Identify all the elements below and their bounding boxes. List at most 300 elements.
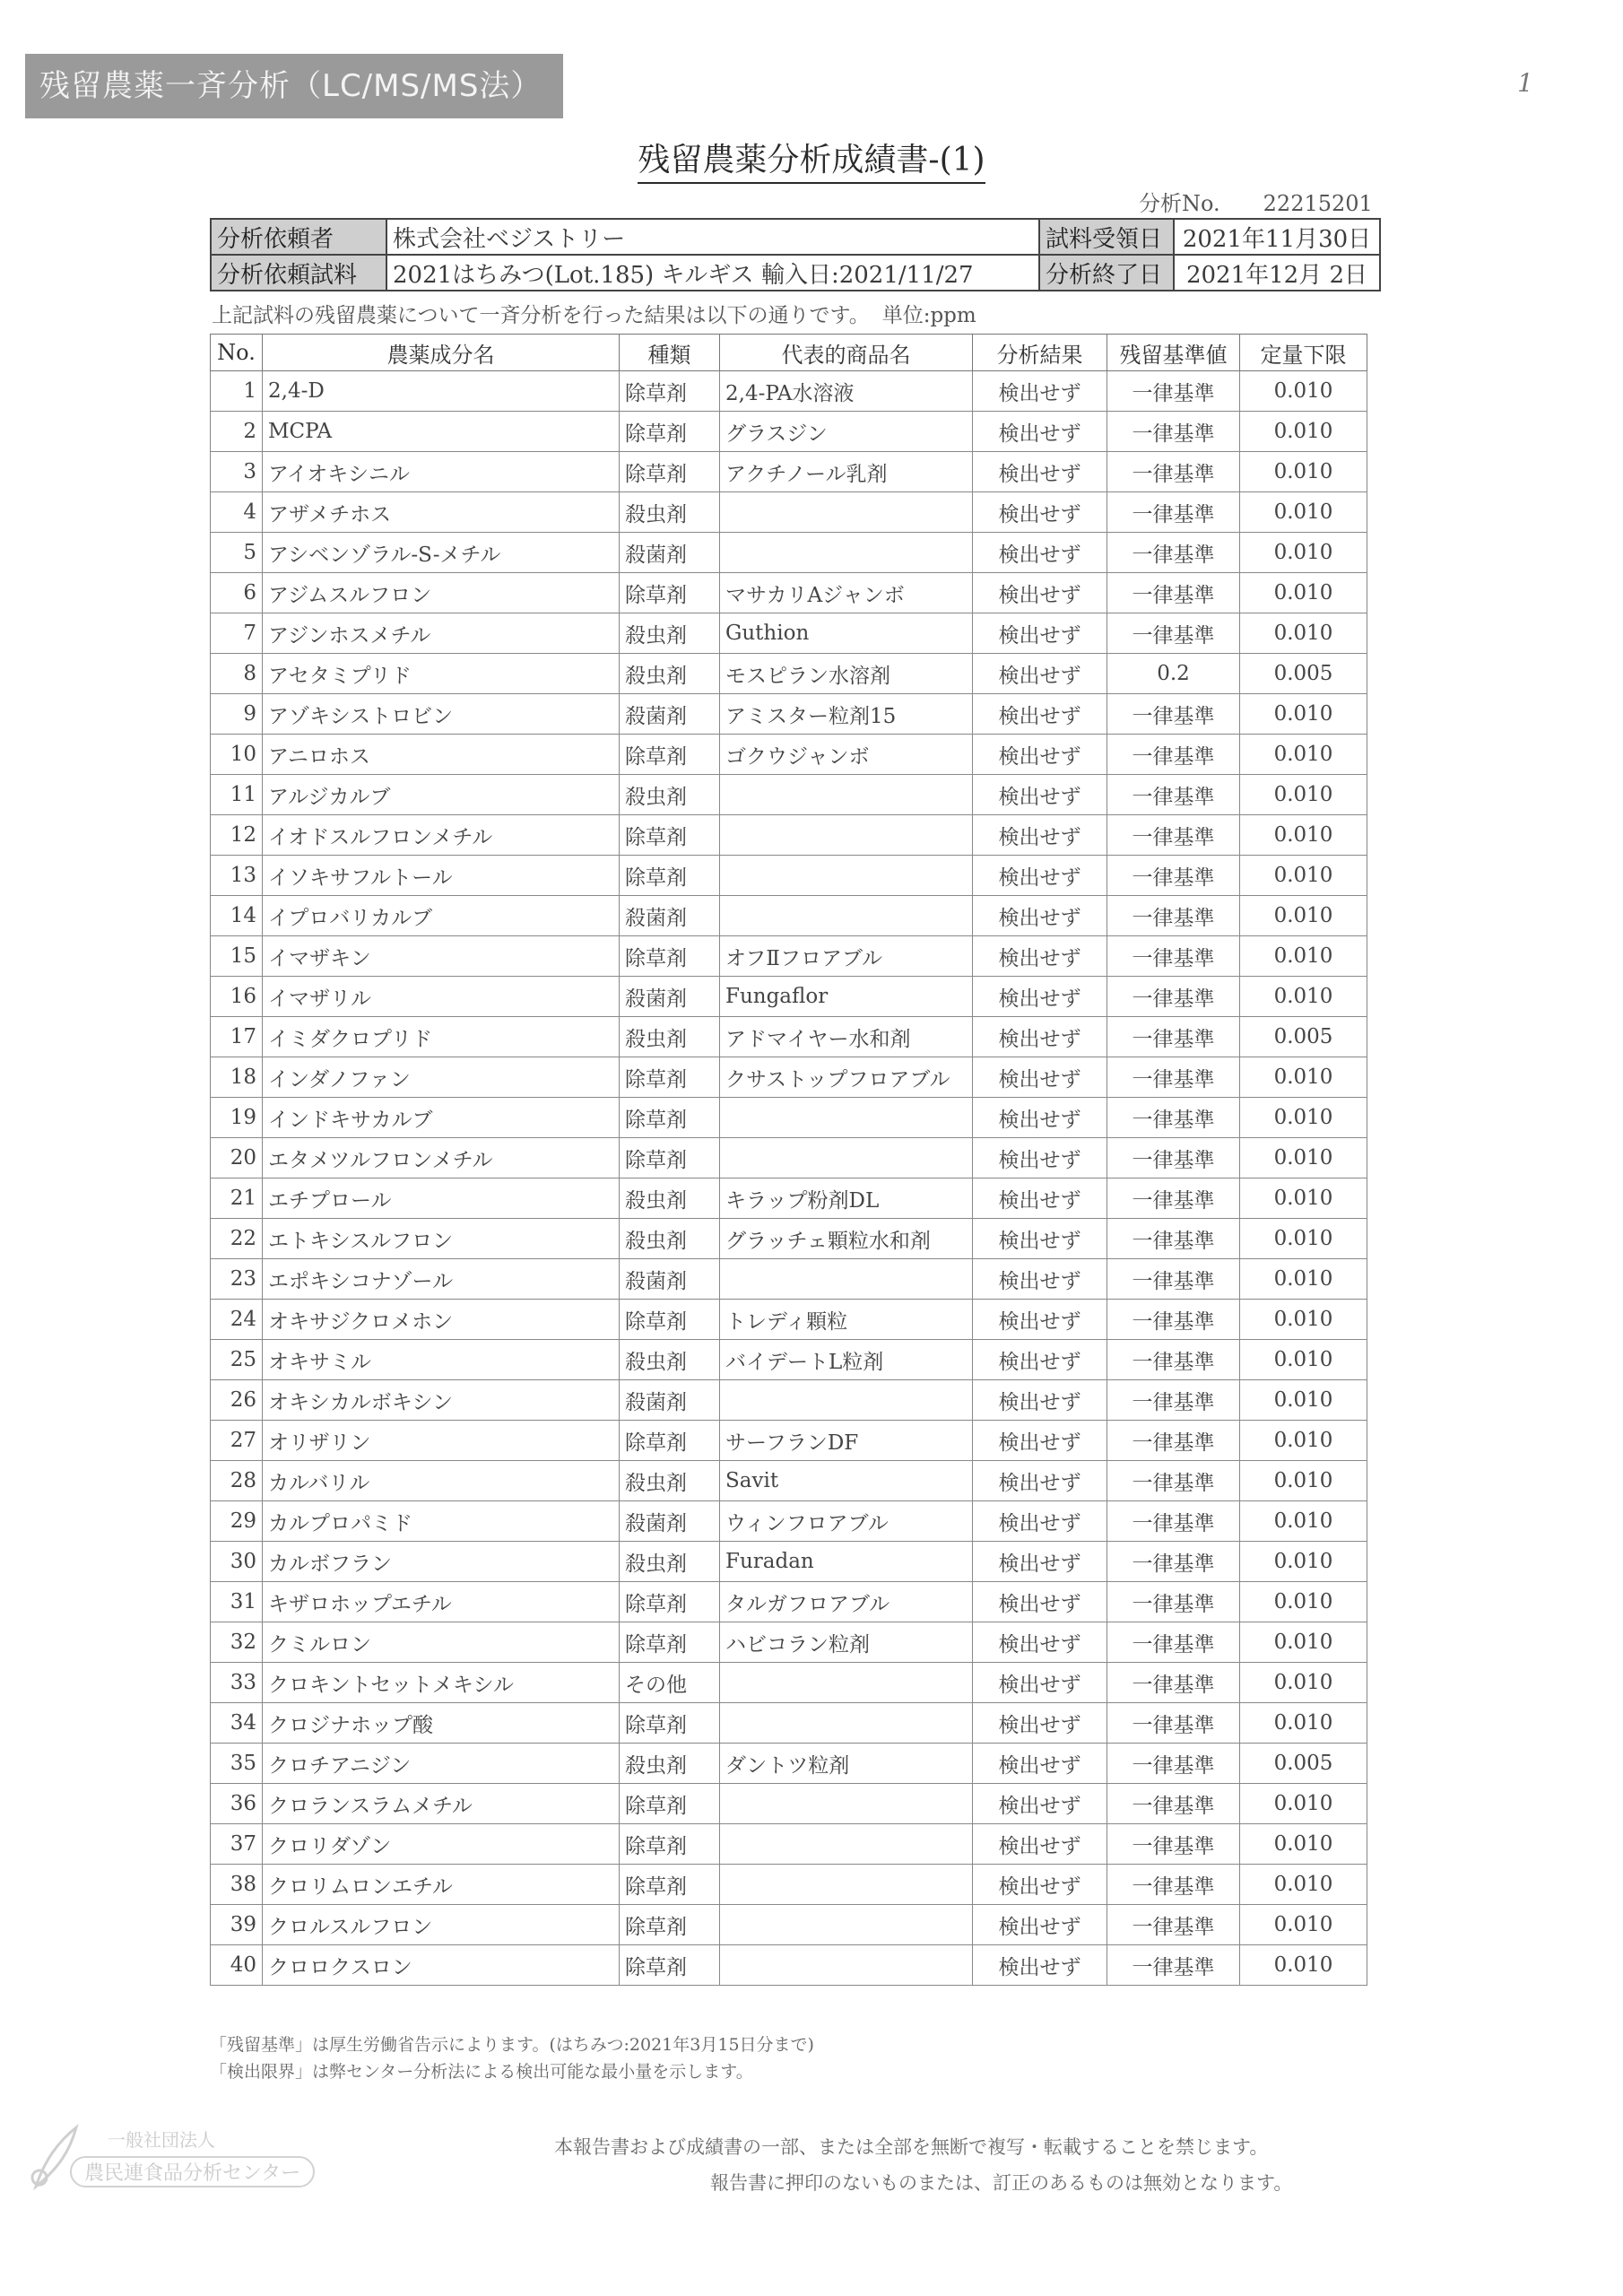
cell-type: 除草剤 [620, 1703, 720, 1744]
cell-name: MCPA [263, 412, 620, 452]
cell-type: 除草剤 [620, 1945, 720, 1986]
cell-type: 殺虫剤 [620, 1017, 720, 1057]
header-type: 種類 [620, 335, 720, 371]
cell-result: 検出せず [973, 856, 1107, 896]
cell-no: 29 [211, 1501, 263, 1542]
table-row [211, 1744, 1367, 1784]
cell-name: アジンホスメチル [263, 613, 620, 654]
stamp-org-name: 農民連食品分析センター [70, 2156, 315, 2187]
cell-type: 殺虫剤 [620, 1461, 720, 1501]
cell-no: 31 [211, 1582, 263, 1622]
cell-standard: 一律基準 [1107, 1017, 1240, 1057]
cell-limit: 0.010 [1240, 694, 1367, 735]
cell-type: 殺虫剤 [620, 1542, 720, 1582]
cell-result: 検出せず [973, 1380, 1107, 1421]
cell-product: モスピラン水溶剤 [720, 654, 973, 694]
cell-result: 検出せず [973, 1865, 1107, 1905]
table-row [211, 1501, 1367, 1542]
cell-standard: 一律基準 [1107, 1178, 1240, 1219]
cell-no: 5 [211, 533, 263, 573]
cell-standard: 一律基準 [1107, 735, 1240, 775]
cell-result: 検出せず [973, 977, 1107, 1017]
cell-type: 殺虫剤 [620, 492, 720, 533]
cell-standard: 一律基準 [1107, 775, 1240, 815]
cell-standard: 一律基準 [1107, 1501, 1240, 1542]
cell-standard: 一律基準 [1107, 492, 1240, 533]
cell-product [720, 775, 973, 815]
cell-standard: 一律基準 [1107, 1744, 1240, 1784]
cell-product: オフⅡフロアブル [720, 936, 973, 977]
cell-no: 14 [211, 896, 263, 936]
cell-standard: 一律基準 [1107, 1098, 1240, 1138]
note-detection-limit: 「検出限界」は弊センター分析法による検出可能な最小量を示します。 [210, 2062, 753, 2082]
cell-product [720, 1098, 973, 1138]
cell-limit: 0.010 [1240, 775, 1367, 815]
cell-type: 除草剤 [620, 735, 720, 775]
cell-standard: 0.2 [1107, 654, 1240, 694]
cell-type: 殺菌剤 [620, 1501, 720, 1542]
cell-limit: 0.010 [1240, 1259, 1367, 1300]
cell-result: 検出せず [973, 1501, 1107, 1542]
cell-name: キザロホップエチル [263, 1582, 620, 1622]
cell-product: アドマイヤー水和剤 [720, 1017, 973, 1057]
table-row [211, 412, 1367, 452]
cell-product: マサカリAジャンボ [720, 573, 973, 613]
cell-limit: 0.010 [1240, 1784, 1367, 1824]
cell-result: 検出せず [973, 1582, 1107, 1622]
cell-no: 17 [211, 1017, 263, 1057]
cell-product: グラッチェ顆粒水和剤 [720, 1219, 973, 1259]
finished-label: 分析終了日 [1039, 255, 1174, 291]
cell-result: 検出せず [973, 1461, 1107, 1501]
cell-limit: 0.010 [1240, 1461, 1367, 1501]
cell-limit: 0.010 [1240, 1380, 1367, 1421]
cell-name: アイオキシニル [263, 452, 620, 492]
client-label: 分析依頼者 [211, 219, 386, 255]
cell-result: 検出せず [973, 1340, 1107, 1380]
cell-result: 検出せず [973, 1542, 1107, 1582]
cell-no: 7 [211, 613, 263, 654]
cell-no: 40 [211, 1945, 263, 1986]
cell-type: 除草剤 [620, 1865, 720, 1905]
cell-no: 35 [211, 1744, 263, 1784]
cell-result: 検出せず [973, 452, 1107, 492]
cell-limit: 0.010 [1240, 815, 1367, 856]
cell-no: 9 [211, 694, 263, 735]
cell-name: クロルスルフロン [263, 1905, 620, 1945]
cell-name: アルジカルブ [263, 775, 620, 815]
result-statement [212, 299, 976, 328]
cell-limit: 0.010 [1240, 1300, 1367, 1340]
footer-validity: 報告書に押印のないものまたは、訂正のあるものは無効となります。 [710, 2172, 1293, 2194]
cell-type: 殺虫剤 [620, 613, 720, 654]
cell-result: 検出せず [973, 936, 1107, 977]
cell-standard: 一律基準 [1107, 694, 1240, 735]
cell-no: 19 [211, 1098, 263, 1138]
cell-product: トレディ顆粒 [720, 1300, 973, 1340]
cell-name: クロジナホップ酸 [263, 1703, 620, 1744]
table-row [211, 1703, 1367, 1744]
cell-type: 除草剤 [620, 1098, 720, 1138]
cell-standard: 一律基準 [1107, 856, 1240, 896]
cell-product: ハビコラン粒剤 [720, 1622, 973, 1663]
table-row [211, 775, 1367, 815]
cell-result: 検出せず [973, 1057, 1107, 1098]
cell-name: アジムスルフロン [263, 573, 620, 613]
cell-type: 除草剤 [620, 1138, 720, 1178]
cell-no: 27 [211, 1421, 263, 1461]
cell-name: クロキントセットメキシル [263, 1663, 620, 1703]
cell-name: イソキサフルトール [263, 856, 620, 896]
cell-standard: 一律基準 [1107, 1622, 1240, 1663]
cell-standard: 一律基準 [1107, 1945, 1240, 1986]
header-no: No. [211, 335, 263, 371]
cell-result: 検出せず [973, 735, 1107, 775]
cell-product [720, 1259, 973, 1300]
table-row [211, 1259, 1367, 1300]
cell-type: 除草剤 [620, 1300, 720, 1340]
cell-result: 検出せず [973, 573, 1107, 613]
cell-product: アミスター粒剤15 [720, 694, 973, 735]
cell-standard: 一律基準 [1107, 977, 1240, 1017]
cell-no: 22 [211, 1219, 263, 1259]
cell-limit: 0.010 [1240, 856, 1367, 896]
cell-type: 殺虫剤 [620, 1744, 720, 1784]
cell-name: カルボフラン [263, 1542, 620, 1582]
cell-no: 26 [211, 1380, 263, 1421]
cell-type: 殺虫剤 [620, 1219, 720, 1259]
cell-result: 検出せず [973, 1784, 1107, 1824]
cell-product: Furadan [720, 1542, 973, 1582]
table-row [211, 613, 1367, 654]
cell-limit: 0.010 [1240, 371, 1367, 412]
cell-name: カルバリル [263, 1461, 620, 1501]
cell-product: Savit [720, 1461, 973, 1501]
cell-limit: 0.010 [1240, 1824, 1367, 1865]
cell-product: グラスジン [720, 412, 973, 452]
cell-no: 18 [211, 1057, 263, 1098]
cell-no: 12 [211, 815, 263, 856]
cell-limit: 0.010 [1240, 1542, 1367, 1582]
cell-type: 殺菌剤 [620, 533, 720, 573]
client-value: 株式会社ベジストリー [386, 219, 1039, 255]
cell-name: クミルロン [263, 1622, 620, 1663]
table-row [211, 1138, 1367, 1178]
table-row [211, 1300, 1367, 1340]
cell-no: 24 [211, 1300, 263, 1340]
received-label: 試料受領日 [1039, 219, 1174, 255]
cell-result: 検出せず [973, 1905, 1107, 1945]
cell-name: エトキシスルフロン [263, 1219, 620, 1259]
cell-limit: 0.010 [1240, 452, 1367, 492]
cell-result: 検出せず [973, 613, 1107, 654]
cell-name: オリザリン [263, 1421, 620, 1461]
footer-copyright: 本報告書および成績書の一部、または全部を無断で複写・転載することを禁じます。 [554, 2136, 1269, 2158]
cell-no: 20 [211, 1138, 263, 1178]
table-row [211, 371, 1367, 412]
cell-standard: 一律基準 [1107, 1380, 1240, 1421]
table-row [211, 1178, 1367, 1219]
cell-name: アセタミプリド [263, 654, 620, 694]
cell-limit: 0.010 [1240, 1945, 1367, 1986]
cell-standard: 一律基準 [1107, 1259, 1240, 1300]
table-row [211, 1582, 1367, 1622]
cell-product [720, 1784, 973, 1824]
header-standard: 残留基準値 [1107, 335, 1240, 371]
cell-standard: 一律基準 [1107, 1905, 1240, 1945]
cell-type: 除草剤 [620, 936, 720, 977]
table-row [211, 856, 1367, 896]
cell-product [720, 1138, 973, 1178]
cell-name: インダノファン [263, 1057, 620, 1098]
cell-limit: 0.010 [1240, 1501, 1367, 1542]
table-row [211, 1663, 1367, 1703]
table-row [211, 1219, 1367, 1259]
table-row [211, 1057, 1367, 1098]
cell-product [720, 492, 973, 533]
cell-result: 検出せず [973, 1744, 1107, 1784]
cell-no: 10 [211, 735, 263, 775]
cell-product: タルガフロアブル [720, 1582, 973, 1622]
statement-text: 上記試料の残留農薬について一斉分析を行った結果は以下の通りです。 [212, 304, 870, 327]
cell-limit: 0.010 [1240, 1219, 1367, 1259]
cell-type: 殺虫剤 [620, 1178, 720, 1219]
cell-no: 36 [211, 1784, 263, 1824]
cell-limit: 0.010 [1240, 573, 1367, 613]
cell-limit: 0.010 [1240, 1421, 1367, 1461]
cell-standard: 一律基準 [1107, 936, 1240, 977]
cell-limit: 0.010 [1240, 1178, 1367, 1219]
cell-name: クロチアニジン [263, 1744, 620, 1784]
table-row [211, 694, 1367, 735]
cell-result: 検出せず [973, 1138, 1107, 1178]
cell-type: 殺虫剤 [620, 654, 720, 694]
table-row [211, 1380, 1367, 1421]
table-row [211, 977, 1367, 1017]
cell-name: インドキサカルブ [263, 1098, 620, 1138]
cell-no: 21 [211, 1178, 263, 1219]
cell-result: 検出せず [973, 1259, 1107, 1300]
header-limit: 定量下限 [1240, 335, 1367, 371]
cell-type: 殺菌剤 [620, 977, 720, 1017]
cell-type: 殺菌剤 [620, 694, 720, 735]
cell-no: 33 [211, 1663, 263, 1703]
cell-limit: 0.010 [1240, 1340, 1367, 1380]
cell-type: 殺菌剤 [620, 896, 720, 936]
cell-result: 検出せず [973, 815, 1107, 856]
cell-result: 検出せず [973, 1219, 1107, 1259]
cell-result: 検出せず [973, 654, 1107, 694]
cell-limit: 0.010 [1240, 1622, 1367, 1663]
cell-name: クロリムロンエチル [263, 1865, 620, 1905]
cell-result: 検出せず [973, 1703, 1107, 1744]
sample-value: 2021はちみつ(Lot.185) キルギス 輸入日:2021/11/27 [386, 255, 1039, 291]
cell-product: ダントツ粒剤 [720, 1744, 973, 1784]
cell-product [720, 1703, 973, 1744]
cell-limit: 0.010 [1240, 613, 1367, 654]
cell-limit: 0.010 [1240, 1098, 1367, 1138]
cell-no: 8 [211, 654, 263, 694]
cell-result: 検出せず [973, 1824, 1107, 1865]
cell-result: 検出せず [973, 1421, 1107, 1461]
cell-type: 殺虫剤 [620, 775, 720, 815]
cell-no: 3 [211, 452, 263, 492]
cell-standard: 一律基準 [1107, 371, 1240, 412]
cell-product: サーフランDF [720, 1421, 973, 1461]
cell-limit: 0.010 [1240, 1703, 1367, 1744]
cell-limit: 0.010 [1240, 735, 1367, 775]
cell-name: イマザキン [263, 936, 620, 977]
cell-standard: 一律基準 [1107, 533, 1240, 573]
cell-name: エポキシコナゾール [263, 1259, 620, 1300]
cell-type: 除草剤 [620, 452, 720, 492]
cell-product: キラップ粉剤DL [720, 1178, 973, 1219]
cell-no: 13 [211, 856, 263, 896]
cell-name: クロロクスロン [263, 1945, 620, 1986]
header-product: 代表的商品名 [720, 335, 973, 371]
cell-name: オキサミル [263, 1340, 620, 1380]
cell-standard: 一律基準 [1107, 1824, 1240, 1865]
cell-result: 検出せず [973, 1178, 1107, 1219]
cell-result: 検出せず [973, 371, 1107, 412]
cell-standard: 一律基準 [1107, 573, 1240, 613]
unit-label: 単位:ppm [881, 304, 976, 327]
report-title: 残留農薬分析成績書-(1) [0, 135, 1623, 180]
table-row [211, 1865, 1367, 1905]
table-row [211, 735, 1367, 775]
cell-standard: 一律基準 [1107, 1663, 1240, 1703]
cell-product [720, 1945, 973, 1986]
stamp-org-type: 一般社団法人 [108, 2129, 215, 2151]
table-header-row [211, 335, 1367, 371]
cell-name: クロリダゾン [263, 1824, 620, 1865]
cell-result: 検出せず [973, 1663, 1107, 1703]
cell-no: 23 [211, 1259, 263, 1300]
method-banner: 残留農薬一斉分析（LC/MS/MS法） [25, 54, 563, 118]
cell-product: クサストップフロアブル [720, 1057, 973, 1098]
cell-no: 38 [211, 1865, 263, 1905]
cell-type: 除草剤 [620, 1421, 720, 1461]
table-row [211, 1945, 1367, 1986]
note-standard: 「残留基準」は厚生労働省告示によります。(はちみつ:2021年3月15日分まで) [210, 2035, 814, 2055]
cell-limit: 0.010 [1240, 492, 1367, 533]
cell-limit: 0.010 [1240, 1905, 1367, 1945]
cell-no: 15 [211, 936, 263, 977]
cell-no: 30 [211, 1542, 263, 1582]
table-row [211, 1017, 1367, 1057]
cell-standard: 一律基準 [1107, 1784, 1240, 1824]
cell-no: 4 [211, 492, 263, 533]
table-row [211, 452, 1367, 492]
cell-name: 2,4-D [263, 371, 620, 412]
cell-standard: 一律基準 [1107, 815, 1240, 856]
table-row [211, 1542, 1367, 1582]
cell-type: 除草剤 [620, 412, 720, 452]
cell-standard: 一律基準 [1107, 1461, 1240, 1501]
cell-limit: 0.010 [1240, 1663, 1367, 1703]
cell-type: 殺菌剤 [620, 1380, 720, 1421]
table-row [211, 1622, 1367, 1663]
cell-standard: 一律基準 [1107, 1138, 1240, 1178]
table-row [211, 1824, 1367, 1865]
cell-type: 除草剤 [620, 1057, 720, 1098]
cell-result: 検出せず [973, 1300, 1107, 1340]
cell-type: 除草剤 [620, 1905, 720, 1945]
cell-product: ゴクウジャンボ [720, 735, 973, 775]
cell-result: 検出せず [973, 1098, 1107, 1138]
table-row [211, 1784, 1367, 1824]
cell-standard: 一律基準 [1107, 613, 1240, 654]
cell-standard: 一律基準 [1107, 412, 1240, 452]
cell-product [720, 1824, 973, 1865]
cell-product: 2,4-PA水溶液 [720, 371, 973, 412]
organization-stamp [27, 2124, 350, 2192]
table-row [211, 1421, 1367, 1461]
cell-product: Fungaflor [720, 977, 973, 1017]
cell-product [720, 856, 973, 896]
cell-no: 32 [211, 1622, 263, 1663]
cell-result: 検出せず [973, 896, 1107, 936]
cell-product: Guthion [720, 613, 973, 654]
cell-standard: 一律基準 [1107, 452, 1240, 492]
cell-no: 2 [211, 412, 263, 452]
cell-product [720, 815, 973, 856]
cell-name: イマザリル [263, 977, 620, 1017]
sample-label: 分析依頼試料 [211, 255, 386, 291]
cell-type: 除草剤 [620, 1784, 720, 1824]
cell-name: オキシカルボキシン [263, 1380, 620, 1421]
cell-product [720, 1905, 973, 1945]
cell-name: アザメチホス [263, 492, 620, 533]
cell-name: クロランスラムメチル [263, 1784, 620, 1824]
cell-standard: 一律基準 [1107, 1582, 1240, 1622]
cell-limit: 0.005 [1240, 654, 1367, 694]
cell-standard: 一律基準 [1107, 1057, 1240, 1098]
cell-name: カルプロパミド [263, 1501, 620, 1542]
cell-product: アクチノール乳剤 [720, 452, 973, 492]
cell-result: 検出せず [973, 694, 1107, 735]
received-value: 2021年11月30日 [1174, 219, 1380, 255]
cell-name: アゾキシストロビン [263, 694, 620, 735]
cell-limit: 0.010 [1240, 896, 1367, 936]
cell-product: ウィンフロアブル [720, 1501, 973, 1542]
cell-standard: 一律基準 [1107, 1542, 1240, 1582]
cell-limit: 0.010 [1240, 533, 1367, 573]
page-number: 1 [1517, 68, 1533, 98]
cell-product [720, 1663, 973, 1703]
cell-limit: 0.010 [1240, 1865, 1367, 1905]
cell-name: オキサジクロメホン [263, 1300, 620, 1340]
table-row [211, 815, 1367, 856]
cell-result: 検出せず [973, 1017, 1107, 1057]
cell-limit: 0.010 [1240, 1138, 1367, 1178]
cell-name: イミダクロプリド [263, 1017, 620, 1057]
cell-type: 除草剤 [620, 573, 720, 613]
cell-limit: 0.005 [1240, 1017, 1367, 1057]
cell-limit: 0.010 [1240, 977, 1367, 1017]
cell-name: アシベンゾラル-S-メチル [263, 533, 620, 573]
cell-type: 除草剤 [620, 815, 720, 856]
cell-product [720, 896, 973, 936]
table-row [211, 492, 1367, 533]
cell-no: 39 [211, 1905, 263, 1945]
cell-no: 28 [211, 1461, 263, 1501]
cell-name: イプロバリカルブ [263, 896, 620, 936]
cell-standard: 一律基準 [1107, 1703, 1240, 1744]
cell-limit: 0.010 [1240, 936, 1367, 977]
cell-name: エチプロール [263, 1178, 620, 1219]
cell-standard: 一律基準 [1107, 896, 1240, 936]
